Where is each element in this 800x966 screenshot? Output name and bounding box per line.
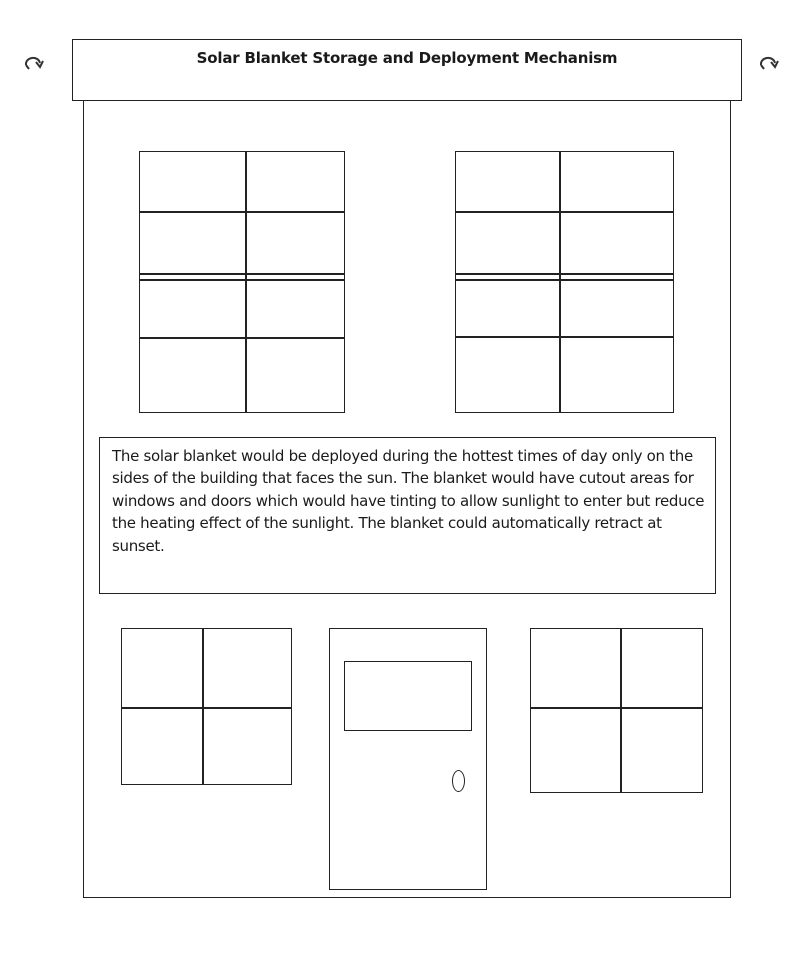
lower-left-window bbox=[121, 628, 292, 785]
upper-right-window bbox=[455, 151, 674, 413]
door bbox=[329, 628, 487, 890]
window-muntin bbox=[140, 211, 344, 213]
door-knob bbox=[452, 770, 465, 792]
left-curved-arrow-icon[interactable] bbox=[20, 50, 46, 76]
storage-box bbox=[72, 39, 742, 101]
window-muntin bbox=[456, 211, 673, 213]
door-window bbox=[344, 661, 472, 731]
right-curved-arrow-icon[interactable] bbox=[755, 50, 781, 76]
window-mullion bbox=[245, 152, 247, 412]
window-muntin bbox=[531, 707, 702, 709]
window-muntin bbox=[456, 336, 673, 338]
diagram-title: Solar Blanket Storage and Deployment Mechanism bbox=[196, 49, 618, 67]
window-sash-top bbox=[456, 273, 673, 275]
window-sash-bottom bbox=[456, 279, 673, 281]
description-box bbox=[99, 437, 716, 594]
lower-right-window bbox=[530, 628, 703, 793]
window-sash-top bbox=[140, 273, 344, 275]
description-text: The solar blanket would be deployed during the hottest times of day only on the sides of the building that faces the sun. The blanket would have cutout areas for windows and doors which would have tinting to allow sunlight to enter but reduce the heating effect of the sunlight. The blanket could automatically retract at sunset. bbox=[112, 447, 705, 555]
window-sash-bottom bbox=[140, 279, 344, 281]
window-muntin bbox=[122, 707, 291, 709]
window-mullion bbox=[620, 629, 622, 792]
upper-left-window bbox=[139, 151, 345, 413]
window-mullion bbox=[559, 152, 561, 412]
window-muntin bbox=[140, 337, 344, 339]
